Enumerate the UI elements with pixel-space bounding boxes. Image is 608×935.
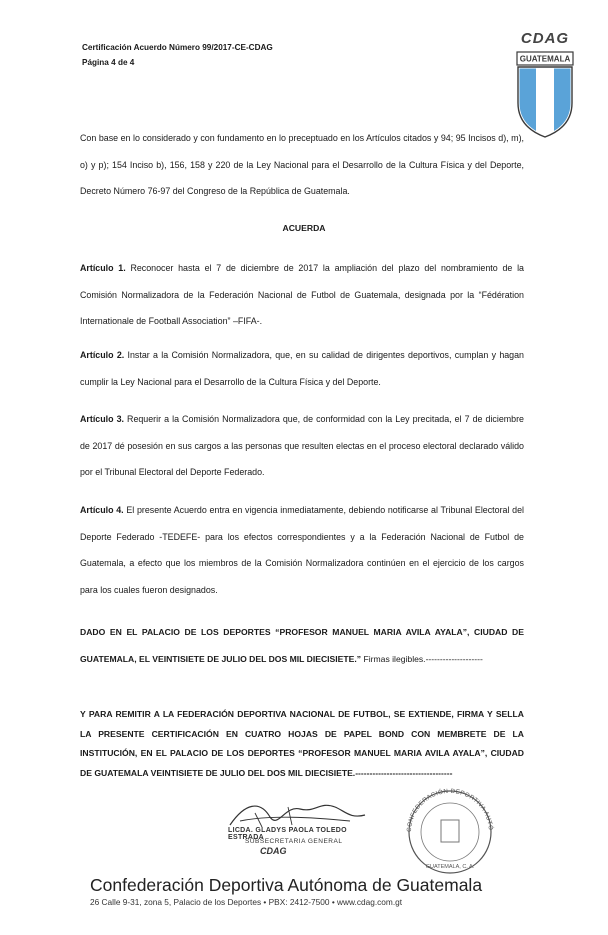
seal-bottom-text: GUATEMALA, C. A.: [425, 864, 475, 870]
article-4-text: El presente Acuerdo entra en vigencia inmediatamente, debiendo notificarse al Tribunal Electoral del Deporte Federado -TEDEFE- para los efectos correspondientes y a la Federación Nacional de Futbol de Guatemala, a efecto que los miembros de la Comisión Normalizadora continúen en el ejercicio de los cargos para los cuales fueron designados.: [80, 505, 524, 595]
signature-block: [200, 795, 380, 855]
logo-banner: GUATEMALA: [519, 54, 571, 64]
header-page-number: Página 4 de 4: [82, 58, 135, 67]
seal-ring-text: CONFEDERACIÓN DEPORTIVA AUTÓ: [405, 787, 495, 833]
article-2-label: Artículo 2.: [80, 350, 125, 360]
signatory-org: CDAG: [260, 846, 287, 856]
signatory-name: LICDA. GLADYS PAOLA TOLEDO ESTRADA: [228, 827, 347, 841]
dado-paragraph: [80, 619, 524, 672]
remitir-paragraph: Y PARA REMITIR A LA FEDERACIÓN DEPORTIVA NACIONAL DE FUTBOL, SE EXTIENDE, FIRMA Y SELLA LA PRESENTE CERTIFICACIÓN EN CUATRO HOJAS DE PAPEL BOND CON MEMBRETE DE LA INSTITUCIÓN, EN EL PALACIO DE LOS DEPORTES “PROFESOR MANUEL MARIA AVILA AYALA”, CIUDAD DE GUATEMALA VEINTISIETE DE JULIO DEL DOS MIL DIECISIETE.----------------------------------: [80, 709, 524, 778]
header-certification-line: Certificación Acuerdo Número 99/2017-CE-CDAG: [82, 43, 273, 52]
acuerda-heading: ACUERDA: [282, 223, 326, 233]
article-2: [80, 342, 524, 395]
article-1: [80, 255, 524, 335]
cdag-logo: [514, 30, 576, 139]
signatory-role: SUBSECRETARIA GENERAL: [245, 838, 343, 845]
svg-text:CONFEDERACIÓN DEPORTIVA AUTÓNO: [395, 782, 494, 832]
guatemala-shield-icon: [516, 51, 574, 139]
dado-signatures-note: Firmas ilegibles.--------------------: [361, 653, 483, 664]
logo-text: CDAG: [520, 30, 570, 47]
article-4: [80, 497, 524, 603]
official-seal: [395, 782, 505, 879]
article-1-label: Artículo 1.: [80, 263, 126, 273]
article-4-label: Artículo 4.: [80, 505, 124, 515]
article-3: [80, 406, 524, 486]
article-2-text: Instar a la Comisión Normalizadora, que, en su calidad de dirigentes deportivos, cumplan y hagan cumplir la Ley Nacional para el Desarrollo de la Cultura Física y del Deporte.: [80, 350, 524, 387]
dado-bold-text: DADO EN EL PALACIO DE LOS DEPORTES “PROFESOR MANUEL MARIA AVILA AYALA”, CIUDAD DE GUATEMALA, EL VEINTISIETE DE JULIO DEL DOS MIL DIECISIETE.”: [80, 627, 524, 664]
footer-address: 26 Calle 9-31, zona 5, Palacio de los Deportes • PBX: 2412-7500 • www.cdag.com.gt: [90, 897, 403, 907]
footer-organization-name: Confederación Deportiva Autónoma de Guatemala: [90, 875, 483, 895]
article-1-text: Reconocer hasta el 7 de diciembre de 2017 la ampliación del plazo del nombramiento de la Comisión Normalizadora de la Federación Nacional de Futbol de Guatemala, designada por la “Fédération Internationale de Football Association” –FIFA-.: [80, 263, 524, 326]
seal-stamp-icon: [395, 782, 505, 874]
article-3-label: Artículo 3.: [80, 414, 124, 424]
article-3-text: Requerir a la Comisión Normalizadora que, de conformidad con la Ley precitada, el 7 de diciembre de 2017 dé posesión en sus cargos a las personas que resulten electas en el proceso electoral declarado válido por el Tribunal Electoral del Deporte Federado.: [80, 414, 524, 477]
intro-paragraph: Con base en lo considerado y con fundamento en lo preceptuado en los Artículos citados y 94; 95 Incisos d), m), o) y p); 154 Inciso b), 156, 158 y 220 de la Ley Nacional para el Desarrollo de la Cultura Física y del Deporte, Decreto Número 76-97 del Congreso de la República de Guatemala.: [80, 133, 524, 196]
